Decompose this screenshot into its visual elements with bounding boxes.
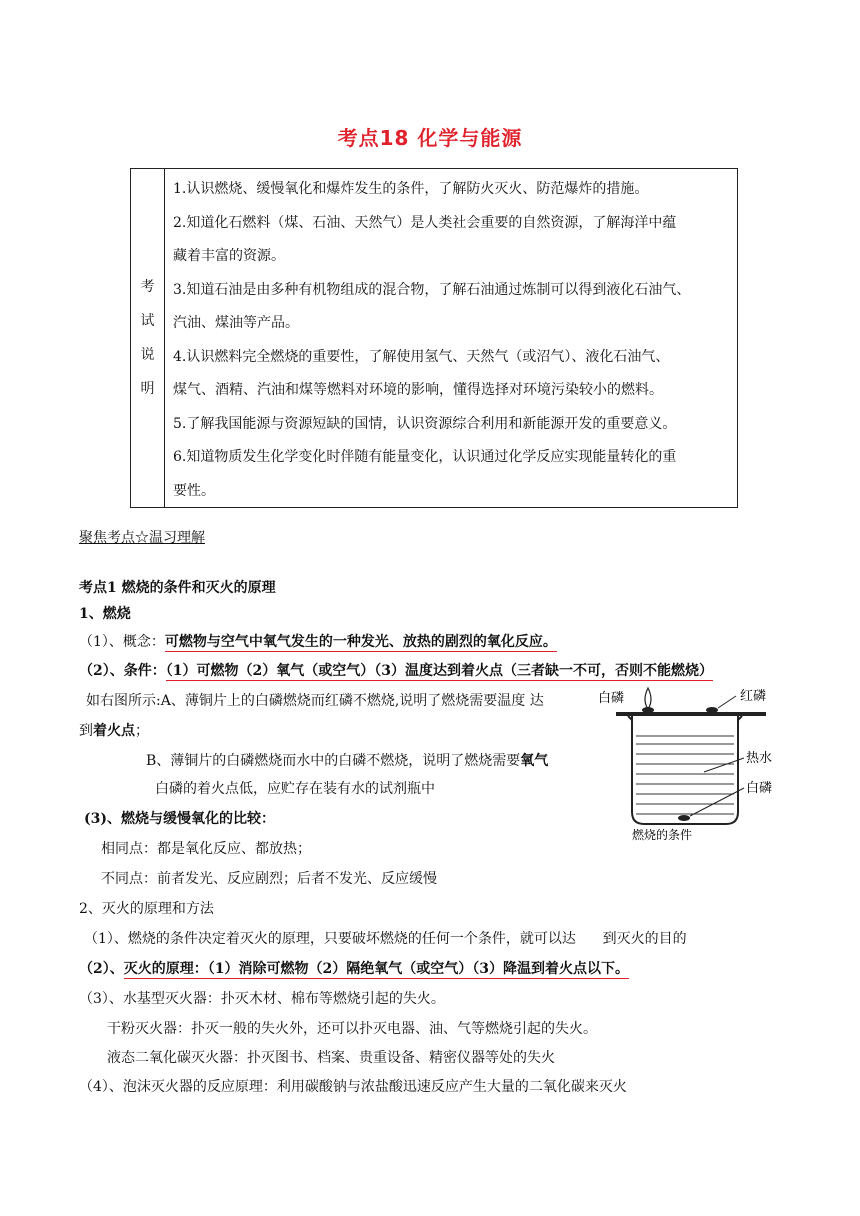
objective-line: 4.认识燃料完全燃烧的重要性，了解使用氢气、天然气（或沼气）、液化石油气、 (173, 348, 670, 365)
beaker-lip (628, 716, 742, 720)
text-fragment: ； (135, 723, 149, 739)
point-b-text: B、薄铜片的白磷燃烧而水中的白磷不燃烧，说明了燃烧需要 (146, 753, 521, 769)
objective-line: 5.了解我国能源与资源短缺的国情，认识资源综合利用和新能源开发的重要意义。 (173, 415, 677, 432)
figure-intro: 如右图所示:A、薄铜片上的白磷燃烧而红磷不燃烧,说明了燃烧需要温度 达 (86, 693, 544, 709)
section-link[interactable]: 聚焦考点☆温习理解 (79, 530, 205, 546)
concept-text: 可燃物与空气中氧气发生的一种发光、放热的剧烈的氧化反应。 (164, 634, 557, 650)
page-title: 考点18 化学与能源 (337, 126, 523, 150)
label-char: 试 (140, 313, 155, 329)
objective-line: 汽油、煤油等产品。 (173, 315, 299, 331)
label-char: 考 (140, 279, 155, 295)
fire-p4: （4）、泡沫灭火器的反应原理：利用碳酸钠与浓盐酸迅速反应产生大量的二氧化碳来灭火 (79, 1079, 627, 1095)
fire-p2 (79, 958, 629, 978)
hot-water (636, 736, 734, 814)
white-phosphorus-water-icon (678, 815, 690, 821)
copper-plate (616, 712, 766, 716)
fire-p1: （1）、燃烧的条件决定着灭火的原理，只要破坏燃烧的任何一个条件，就可以达 到灭火的目的 (84, 931, 687, 947)
fire-p3b: 干粉灭火器：扑灭一般的失火外，还可以扑灭电器、油、气等燃烧引起的失火。 (107, 1021, 597, 1037)
topic-heading: 考点1 燃烧的条件和灭火的原理 (79, 580, 276, 596)
objectives-label (131, 169, 165, 507)
objective-line: 藏着丰富的资源。 (173, 248, 285, 264)
objective-line: 1.认识燃烧、缓慢氧化和爆炸发生的条件，了解防火灭火、防范爆炸的措施。 (173, 181, 649, 197)
label-red-p: 红磷 (740, 689, 767, 704)
point-b (146, 750, 548, 770)
objective-line: 3.知道石油是由多种有机物组成的混合物，了解石油通过炼制可以得到液化石油气、 (173, 281, 691, 298)
compare-heading: (3)、燃烧与缓慢氧化的比较： (84, 811, 275, 827)
flame-icon (645, 688, 651, 709)
objective-line: 6.知道物质发生化学变化时伴随有能量变化，认识通过化学反应实现能量转化的重 (173, 449, 677, 465)
same-points: 相同点：都是氧化反应、都放热； (101, 841, 311, 857)
condition-prefix: （2）、条件： (79, 663, 166, 679)
fire-p2-prefix: （2）、 (79, 961, 124, 977)
figure-caption: 燃烧的条件 (632, 828, 693, 842)
objective-line: 2.知道化石燃料（煤、石油、天然气）是人类社会重要的自然资源，了解海洋中蕴 (173, 214, 677, 231)
red-phosphorus-icon (706, 707, 718, 713)
beaker (632, 716, 738, 824)
objective-line: 煤气、酒精、汽油和煤等燃料对环境的影响，懂得选择对环境污染较小的燃料。 (173, 382, 663, 398)
combustion-figure (594, 682, 786, 842)
text-fragment: 到 (79, 723, 93, 739)
diff-points: 不同点：前者发光、反应剧烈；后者不发光、反应缓慢 (101, 871, 437, 887)
objectives-table (130, 168, 738, 508)
label-white-p2: 白磷 (746, 781, 773, 796)
oxygen: 氧气 (520, 753, 549, 769)
label-white-p: 白磷 (598, 691, 625, 706)
fire-heading: 2、灭火的原理和方法 (79, 901, 214, 917)
condition-line (79, 660, 713, 680)
fire-p2-text: 灭火的原理：（1）消除可燃物（2）隔绝氧气（或空气）（3）降温到着火点以下。 (123, 961, 629, 977)
ignition-point: 着火点 (93, 723, 135, 739)
label-hot-water: 热水 (746, 751, 773, 766)
white-phosphorus-icon (642, 707, 654, 713)
figure-intro-2 (79, 720, 149, 740)
label-char: 明 (140, 381, 155, 397)
concept-prefix: （1）、概念： (79, 634, 165, 650)
concept-line (79, 631, 557, 651)
condition-text: （1）可燃物（2）氧气（或空气）（3）温度达到着火点（三者缺一不可，否则不能燃烧） (165, 663, 713, 679)
point-b-line2: 白磷的着火点低，应贮存在装有水的试剂瓶中 (155, 781, 435, 797)
objectives-list (173, 173, 729, 508)
fire-p3c: 液态二氧化碳灭火器：扑灭图书、档案、贵重设备、精密仪器等处的失火 (107, 1050, 555, 1066)
label-char: 说 (140, 347, 155, 363)
objective-line: 要性。 (173, 482, 215, 499)
subheading-combustion: 1、燃烧 (79, 606, 131, 622)
fire-p3: （3）、水基型灭火器：扑灭木材、棉布等燃烧引起的失火。 (79, 991, 445, 1007)
